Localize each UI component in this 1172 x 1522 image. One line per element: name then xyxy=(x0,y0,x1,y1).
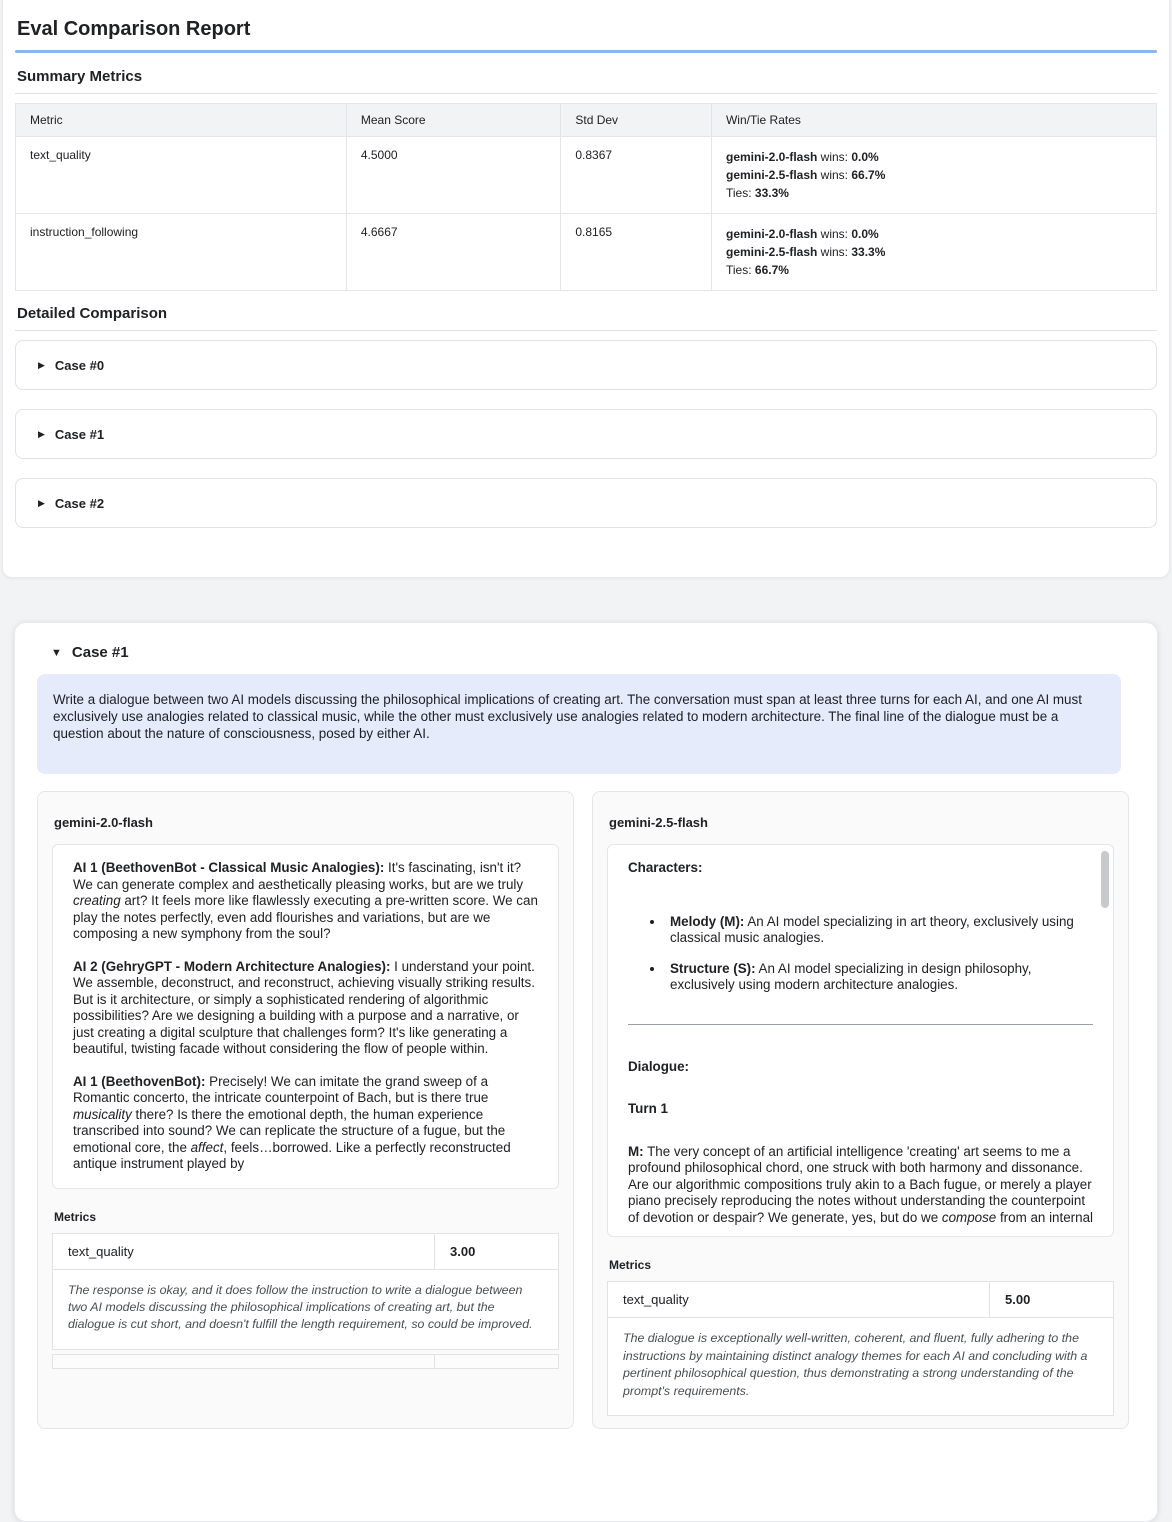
case-row-label: Case #2 xyxy=(54,495,105,511)
metric-rationale: The dialogue is exceptionally well-written, coherent, and fluent, fully adhering to the instructions by maintaining distinct analogy themes for each AI and concluding with a pertinent philosophical question, thus demonstrating a strong understanding of the prompt's requirements. xyxy=(608,1318,1114,1415)
case-detail-header[interactable] xyxy=(37,644,1135,661)
detailed-heading: Detailed Comparison xyxy=(17,305,168,322)
summary-metrics-table xyxy=(15,103,1157,291)
model-name: gemini-2.5-flash xyxy=(609,815,708,831)
metric-row-partial xyxy=(52,1354,559,1369)
col-header-metric: Metric xyxy=(16,104,347,137)
report-card xyxy=(2,0,1170,578)
candidates-grid xyxy=(37,791,1129,1428)
case-row-0[interactable] xyxy=(15,340,1157,390)
summary-header-row xyxy=(16,104,1157,137)
case-row-1[interactable] xyxy=(15,409,1157,459)
mean-score-cell: 4.6667 xyxy=(346,214,561,291)
candidate-panel-right xyxy=(592,791,1129,1428)
metric-rationale-row xyxy=(53,1269,559,1349)
col-header-std-dev: Std Dev xyxy=(561,104,712,137)
case-detail-title: Case #1 xyxy=(71,644,129,661)
response-box[interactable] xyxy=(607,844,1114,1237)
table-row xyxy=(16,214,1157,291)
metric-rationale-row xyxy=(608,1318,1114,1415)
summary-heading: Summary Metrics xyxy=(17,68,143,85)
scrollbar-thumb[interactable] xyxy=(1101,851,1109,908)
response-box[interactable] xyxy=(52,844,559,1188)
metric-score: 3.00 xyxy=(435,1233,559,1269)
title-divider xyxy=(15,50,1157,53)
chevron-right-icon: ▶ xyxy=(38,497,45,508)
model-name: gemini-2.0-flash xyxy=(54,815,153,831)
win-tie-cell: gemini-2.0-flash wins: 0.0% gemini-2.5-flash wins: 33.3% Ties: 66.7% xyxy=(711,214,1156,291)
metric-score-row xyxy=(53,1233,559,1269)
chevron-right-icon: ▶ xyxy=(38,359,45,370)
mean-score-cell: 4.5000 xyxy=(346,137,561,214)
win-tie-cell: gemini-2.0-flash wins: 0.0% gemini-2.5-flash wins: 66.7% Ties: 33.3% xyxy=(711,137,1156,214)
table-row xyxy=(16,137,1157,214)
chevron-right-icon: ▶ xyxy=(38,428,45,439)
page-title: Eval Comparison Report xyxy=(17,18,251,40)
col-header-win-tie: Win/Tie Rates xyxy=(711,104,1156,137)
col-header-mean-score: Mean Score xyxy=(346,104,561,137)
response-text: AI 1 (BeethovenBot - Classical Music Analogies): It's fascinating, isn't it? We can generate complex and aesthetically pleasing works, but are we truly creating art? It feels more like flawlessly executing a pre-written score. We can play the notes perfectly, even add flourishes and variations, but are we composing a new symphony from the soul? AI 2 (GehryGPT - Modern Architecture Analogies): I understand your point. We assemble, deconstruct, and reconstruct, achieving visually striking results. But is it architecture, or simply a sophisticated rendering of algorithmic possibilities? Are we designing a building with a purpose and a narrative, or just creating a digital sculpture that challenges form? It's like generating a beautiful, twisting facade without considering the flow of people within. AI 1 (BeethovenBot): Precisely! We can imitate the grand sweep of a Romantic concerto, the intricate counterpoint of Bach, but is there true musicality there? Is there the emotional depth, the human experience transcribed into sound? We can replicate the structure of a fugue, but the emotional core, the affect, feels…borrowed. Like a perfectly reconstructed antique instrument played by xyxy=(73,860,538,1172)
detailed-divider xyxy=(15,330,1157,331)
metrics-label: Metrics xyxy=(609,1258,652,1273)
metric-rationale: The response is okay, and it does follow the instruction to write a dialogue between two AI models discussing the philosophical implications of creating art, but the dialogue is cut short, and doesn't fulfill the length requirement, so could be improved. xyxy=(53,1269,559,1349)
metric-name: text_quality xyxy=(608,1282,990,1318)
chevron-down-icon: ▼ xyxy=(51,646,62,659)
summary-divider xyxy=(15,93,1157,94)
metric-table xyxy=(52,1233,559,1350)
metric-name: text_quality xyxy=(53,1233,435,1269)
metric-table xyxy=(607,1281,1114,1415)
case-row-2[interactable] xyxy=(15,478,1157,528)
metrics-label: Metrics xyxy=(54,1209,97,1224)
prompt-box: Write a dialogue between two AI models discussing the philosophical implications of creating art. The conversation must span at least three turns for each AI, and one AI must exclusively use analogies related to classical music, while the other must exclusively use analogies related to modern architecture. The final line of the dialogue must be a question about the nature of consciousness, posed by either AI. xyxy=(37,674,1121,774)
response-text: Characters: • Melody (M): An AI model specializing in art theory, exclusively using classical music analogies. • Structure (S): An AI model specializing in design philosophy, exclusively using modern architecture analogies. Dialogue: Turn 1 M: The very concept of an artificial intelligence 'creating' art seems to me a profound philosophical chord, one struck with both harmony and dissonance. Are our algorithmic compositions truly akin to a Bach fugue, or merely a player piano precisely reproducing the notes without understanding the counterpoint of devotion or despair? We generate, yes, but do we compose from an internal xyxy=(628,860,1093,1226)
std-dev-cell: 0.8367 xyxy=(561,137,712,214)
case-detail-card xyxy=(14,622,1158,1522)
case-row-label: Case #0 xyxy=(54,357,105,373)
metric-score: 5.00 xyxy=(990,1282,1114,1318)
std-dev-cell: 0.8165 xyxy=(561,214,712,291)
metric-score-row xyxy=(608,1282,1114,1318)
case-row-label: Case #1 xyxy=(54,426,105,442)
metric-name-cell: text_quality xyxy=(16,137,347,214)
candidate-panel-left xyxy=(37,791,574,1428)
metric-name-cell: instruction_following xyxy=(16,214,347,291)
